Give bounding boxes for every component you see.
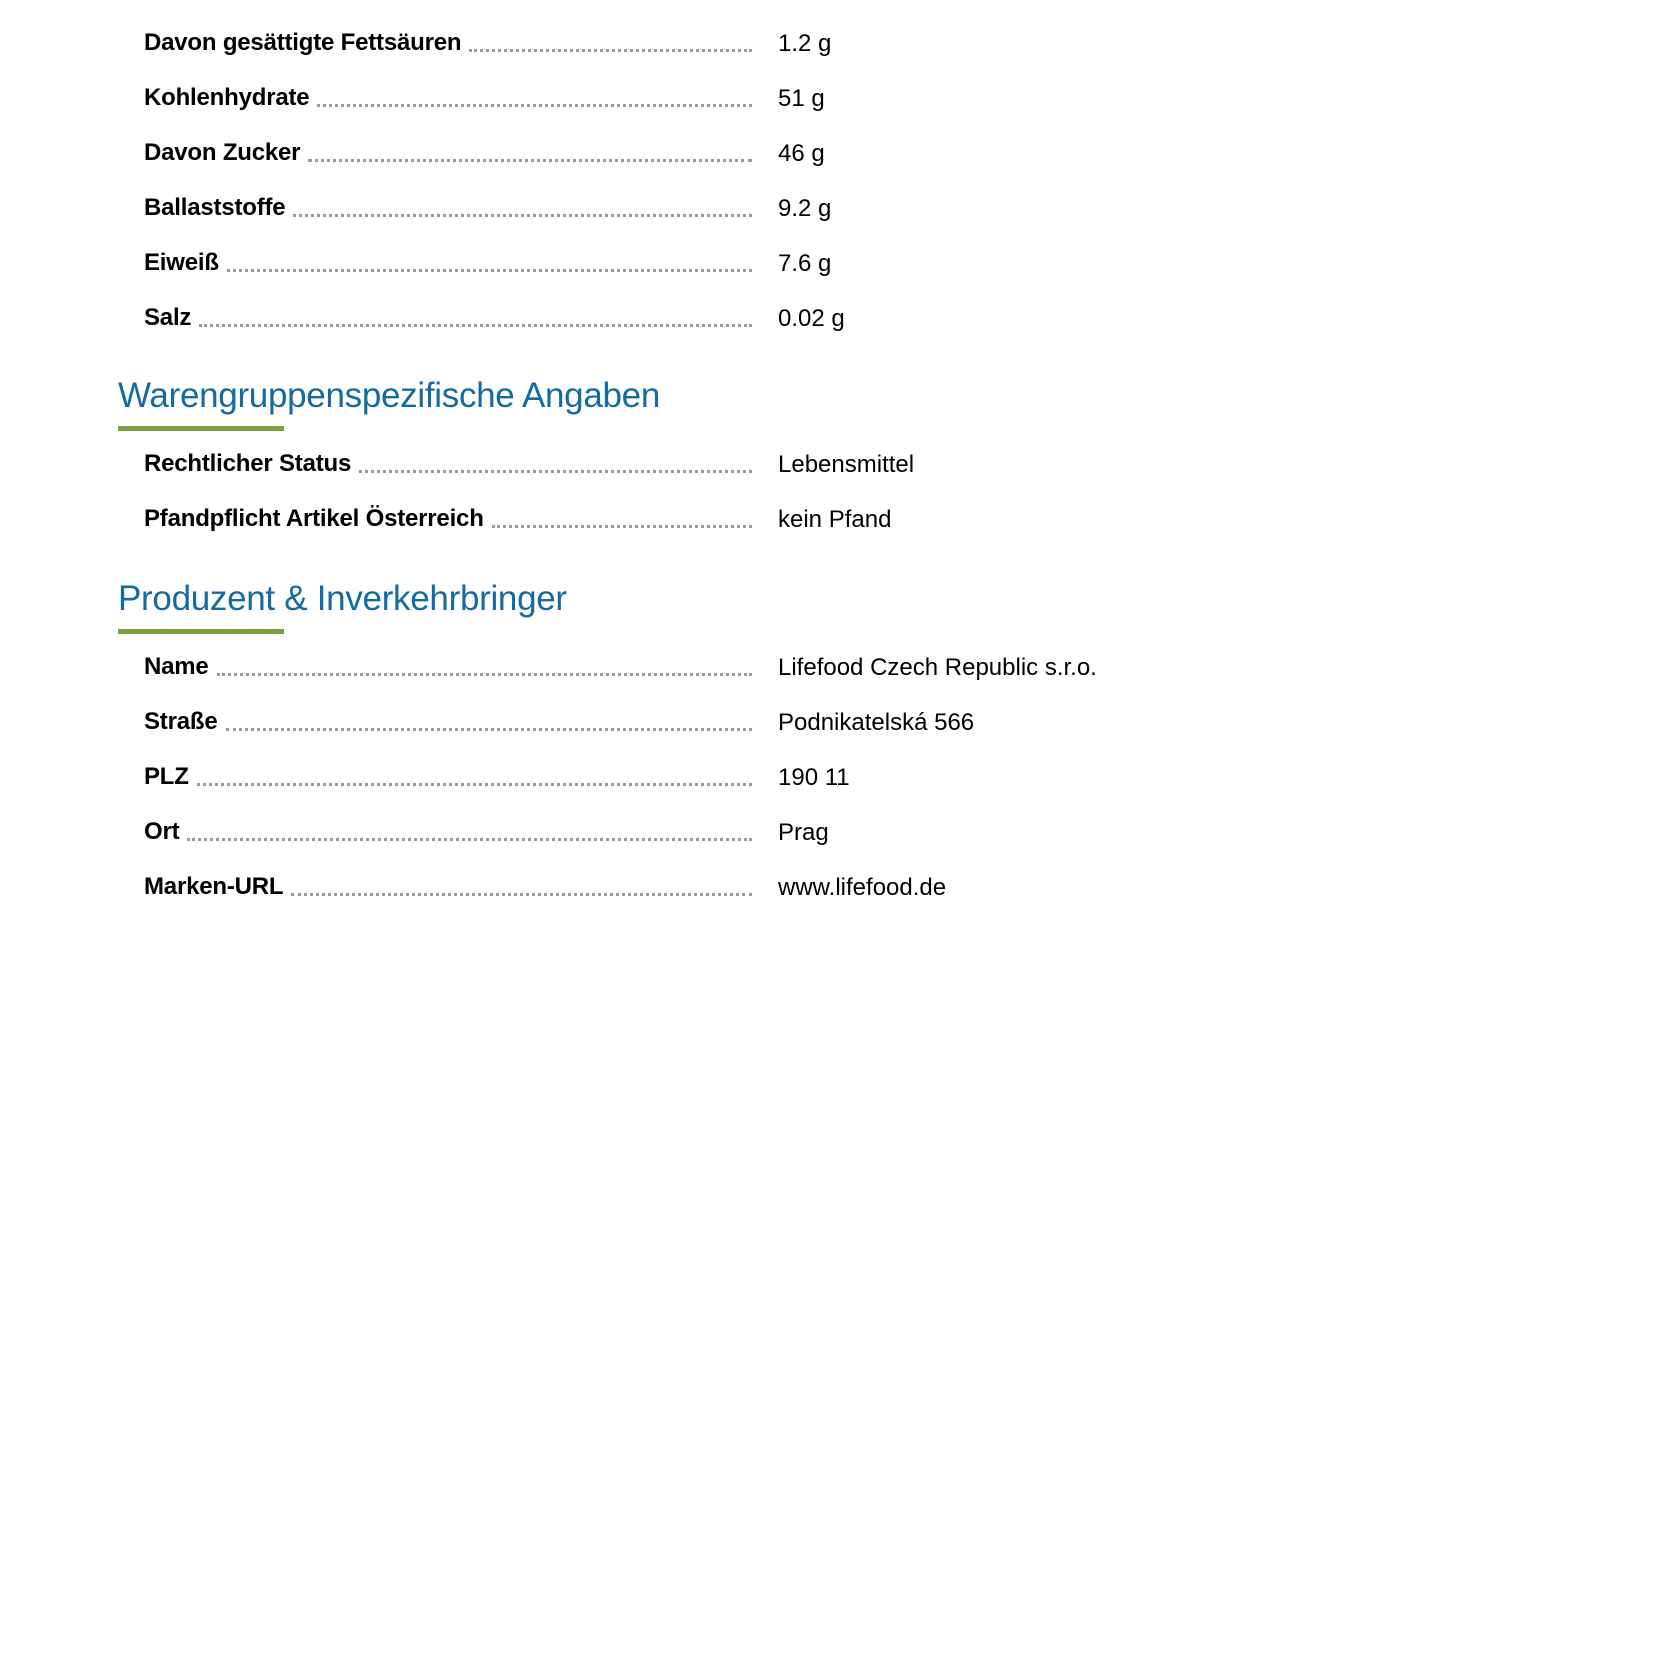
product-row-legal-status bbox=[0, 448, 1654, 503]
producer-row-name bbox=[0, 651, 1654, 706]
row-label: Eiweiß bbox=[144, 249, 219, 276]
row-label: Marken-URL bbox=[144, 873, 284, 900]
row-label: Kohlenhydrate bbox=[144, 84, 310, 111]
producer-row-postcode bbox=[0, 761, 1654, 816]
dotted-leader bbox=[217, 673, 752, 676]
brand-url-link[interactable]: www.lifefood.de bbox=[778, 874, 947, 901]
dotted-leader bbox=[291, 893, 752, 896]
row-label: Straße bbox=[144, 708, 218, 735]
nutrition-table bbox=[0, 27, 1654, 357]
nutrition-row-protein bbox=[0, 247, 1654, 302]
row-label: PLZ bbox=[144, 763, 189, 790]
row-value: 9.2 g bbox=[778, 195, 832, 222]
nutrition-row-saturated-fat bbox=[0, 27, 1654, 82]
product-specific-table bbox=[0, 448, 1654, 558]
dotted-leader bbox=[359, 470, 752, 473]
row-label: Name bbox=[144, 653, 209, 680]
dotted-leader bbox=[199, 324, 752, 327]
row-label: Ballaststoffe bbox=[144, 194, 286, 221]
row-value: Podnikatelská 566 bbox=[778, 709, 975, 736]
nutrition-row-fiber bbox=[0, 192, 1654, 247]
product-row-deposit bbox=[0, 503, 1654, 558]
row-label: Salz bbox=[144, 304, 192, 331]
row-value: Lifefood Czech Republic s.r.o. bbox=[778, 654, 1097, 681]
nutrition-row-sugar bbox=[0, 137, 1654, 192]
dotted-leader bbox=[469, 49, 752, 52]
row-value: 0.02 g bbox=[778, 305, 845, 332]
row-value: 1.2 g bbox=[778, 30, 832, 57]
row-value: 46 g bbox=[778, 140, 825, 167]
row-label: Davon gesättigte Fettsäuren bbox=[144, 29, 462, 56]
row-value: Lebensmittel bbox=[778, 451, 915, 478]
producer-row-city bbox=[0, 816, 1654, 871]
producer-row-street bbox=[0, 706, 1654, 761]
row-value: 7.6 g bbox=[778, 250, 832, 277]
dotted-leader bbox=[293, 214, 752, 217]
heading-underline bbox=[118, 629, 284, 634]
dotted-leader bbox=[187, 838, 752, 841]
row-value: 190 11 bbox=[778, 764, 850, 791]
nutrition-row-carbohydrates bbox=[0, 82, 1654, 137]
nutrition-row-salt bbox=[0, 302, 1654, 357]
dotted-leader bbox=[492, 525, 752, 528]
producer-table bbox=[0, 651, 1654, 926]
row-label: Rechtlicher Status bbox=[144, 450, 352, 477]
dotted-leader bbox=[317, 104, 752, 107]
row-value: kein Pfand bbox=[778, 506, 892, 533]
section-heading-product-specific: Warengruppenspezifische Angaben bbox=[118, 376, 661, 415]
row-label: Ort bbox=[144, 818, 180, 845]
row-value: 51 g bbox=[778, 85, 825, 112]
dotted-leader bbox=[308, 159, 752, 162]
row-label: Davon Zucker bbox=[144, 139, 301, 166]
dotted-leader bbox=[226, 728, 753, 731]
heading-underline bbox=[118, 426, 284, 431]
producer-row-brand-url bbox=[0, 871, 1654, 926]
row-value: Prag bbox=[778, 819, 829, 846]
row-label: Pfandpflicht Artikel Österreich bbox=[144, 505, 484, 532]
dotted-leader bbox=[227, 269, 752, 272]
dotted-leader bbox=[197, 783, 752, 786]
section-heading-producer: Produzent & Inverkehrbringer bbox=[118, 579, 567, 618]
